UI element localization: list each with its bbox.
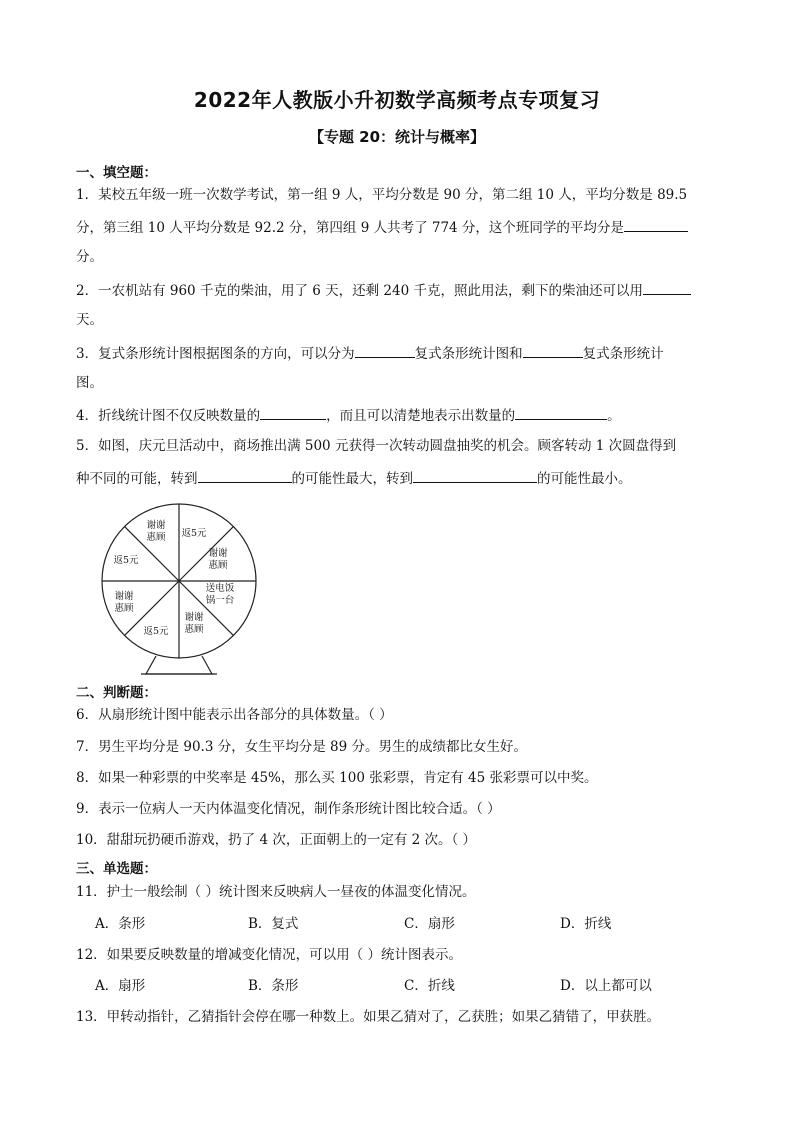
- question-4-line-1: [76, 404, 718, 426]
- question-12: 12．如果要反映数量的增减变化情况，可以用（ ）统计图表示。: [76, 947, 462, 963]
- question-3-text-c: 复式条形统计: [582, 346, 664, 362]
- answer-blank[interactable]: [624, 216, 688, 232]
- question-2-text: 2．一农机站有 960 千克的柴油，用了 6 天，还剩 240 千克，照此用法，剩下的柴油还可以用: [76, 283, 643, 299]
- question-11: 11．护士一般绘制（ ）统计图来反映病人一昼夜的体温变化情况。: [76, 884, 476, 900]
- lottery-wheel-figure: [94, 502, 264, 678]
- wheel-segment-label: 惠顾: [184, 624, 204, 635]
- question-8: 8．如果一种彩票的中奖率是 45%，那么买 100 张彩票，肯定有 45 张彩票可以中奖。: [76, 770, 598, 786]
- question-5-line-2: [76, 467, 718, 489]
- answer-blank[interactable]: [643, 279, 691, 295]
- wheel-segment-label: 送电饭: [205, 583, 235, 594]
- wheel-segment-label: 返5元: [113, 555, 139, 566]
- wheel-segment-label: 谢谢: [146, 520, 166, 531]
- question-1-line-3: 分。: [76, 249, 103, 265]
- answer-blank[interactable]: [198, 467, 292, 483]
- question-5-text-b: 的可能性最大，转到: [291, 471, 413, 487]
- question-12-option-d[interactable]: D．以上都可以: [560, 978, 652, 994]
- wheel-segment-label: 锅一台: [205, 595, 235, 606]
- question-12-option-b[interactable]: B．条形: [248, 978, 299, 994]
- question-3-line-2: 图。: [76, 375, 103, 391]
- question-11-option-c[interactable]: C．扇形: [404, 916, 455, 932]
- question-13: 13．甲转动指针，乙猜指针会停在哪一种数上。如果乙猜对了，乙获胜；如果乙猜错了，甲获胜。: [76, 1009, 661, 1025]
- page-subtitle: 【专题 20：统计与概率】: [308, 128, 486, 146]
- question-4-text-b: ，而且可以清楚地表示出数量的: [326, 408, 516, 424]
- question-6: 6．从扇形统计图中能表示出各部分的具体数量。（ ）: [76, 707, 393, 723]
- answer-blank[interactable]: [355, 342, 415, 358]
- question-1-line-2: [76, 216, 718, 238]
- question-11-option-b[interactable]: B．复式: [248, 916, 299, 932]
- section-fill-in-blank-heading: 一、填空题：: [76, 165, 157, 181]
- section-multiple-choice-heading: 三、单选题：: [76, 861, 157, 877]
- wheel-segment-label: 返5元: [181, 528, 207, 539]
- question-4-text-c: 。: [607, 408, 621, 424]
- answer-blank[interactable]: [515, 404, 607, 420]
- wheel-stand: [146, 656, 212, 674]
- wheel-segment-label: 惠顾: [208, 560, 228, 571]
- wheel-segment-label: 惠顾: [114, 603, 134, 614]
- question-7: 7．男生平均分是 90.3 分，女生平均分是 89 分。男生的成绩都比女生好。: [76, 739, 527, 755]
- wheel-segment-label: 返5元: [143, 626, 169, 637]
- question-5-line-1: 5．如图，庆元旦活动中，商场推出满 500 元获得一次转动圆盘抽奖的机会。顾客转动 1 次圆盘得到: [76, 438, 677, 454]
- question-5-text-c: 的可能性最小。: [537, 471, 632, 487]
- answer-blank[interactable]: [260, 404, 326, 420]
- question-2-line-1: [76, 279, 718, 301]
- page-title: 2022年人教版小升初数学高频考点专项复习: [193, 88, 601, 112]
- question-11-option-a[interactable]: A．条形: [95, 916, 146, 932]
- question-9: 9．表示一位病人一天内体温变化情况，制作条形统计图比较合适。（ ）: [76, 801, 501, 817]
- question-3-line-1: [76, 342, 718, 364]
- question-5-text-a: 种不同的可能，转到: [76, 471, 198, 487]
- question-10: 10．甜甜玩扔硬币游戏，扔了 4 次，正面朝上的一定有 2 次。（ ）: [76, 832, 477, 848]
- wheel-segment-label: 惠顾: [146, 532, 166, 543]
- answer-blank[interactable]: [413, 467, 537, 483]
- question-12-option-c[interactable]: C．折线: [404, 978, 455, 994]
- section-true-false-heading: 二、判断题：: [76, 685, 157, 701]
- wheel-segment-label: 谢谢: [208, 548, 228, 559]
- answer-blank[interactable]: [523, 342, 583, 358]
- wheel-segment-label: 谢谢: [114, 591, 134, 602]
- question-1-line-1: 1．某校五年级一班一次数学考试，第一组 9 人，平均分数是 90 分，第二组 10 人，平均分数是 89.5: [76, 187, 688, 203]
- question-3-text-a: 3．复式条形统计图根据图条的方向，可以分为: [76, 346, 355, 362]
- question-11-option-d[interactable]: D．折线: [560, 916, 612, 932]
- question-1-text: 分，第三组 10 人平均分数是 92.2 分，第四组 9 人共考了 774 分，这个班同学的平均分是: [76, 220, 624, 236]
- question-2-line-2: 天。: [76, 312, 103, 328]
- question-3-text-b: 复式条形统计图和: [414, 346, 523, 362]
- question-12-option-a[interactable]: A．扇形: [95, 978, 146, 994]
- wheel-segment-label: 谢谢: [184, 612, 204, 623]
- question-4-text-a: 4．折线统计图不仅反映数量的: [76, 408, 261, 424]
